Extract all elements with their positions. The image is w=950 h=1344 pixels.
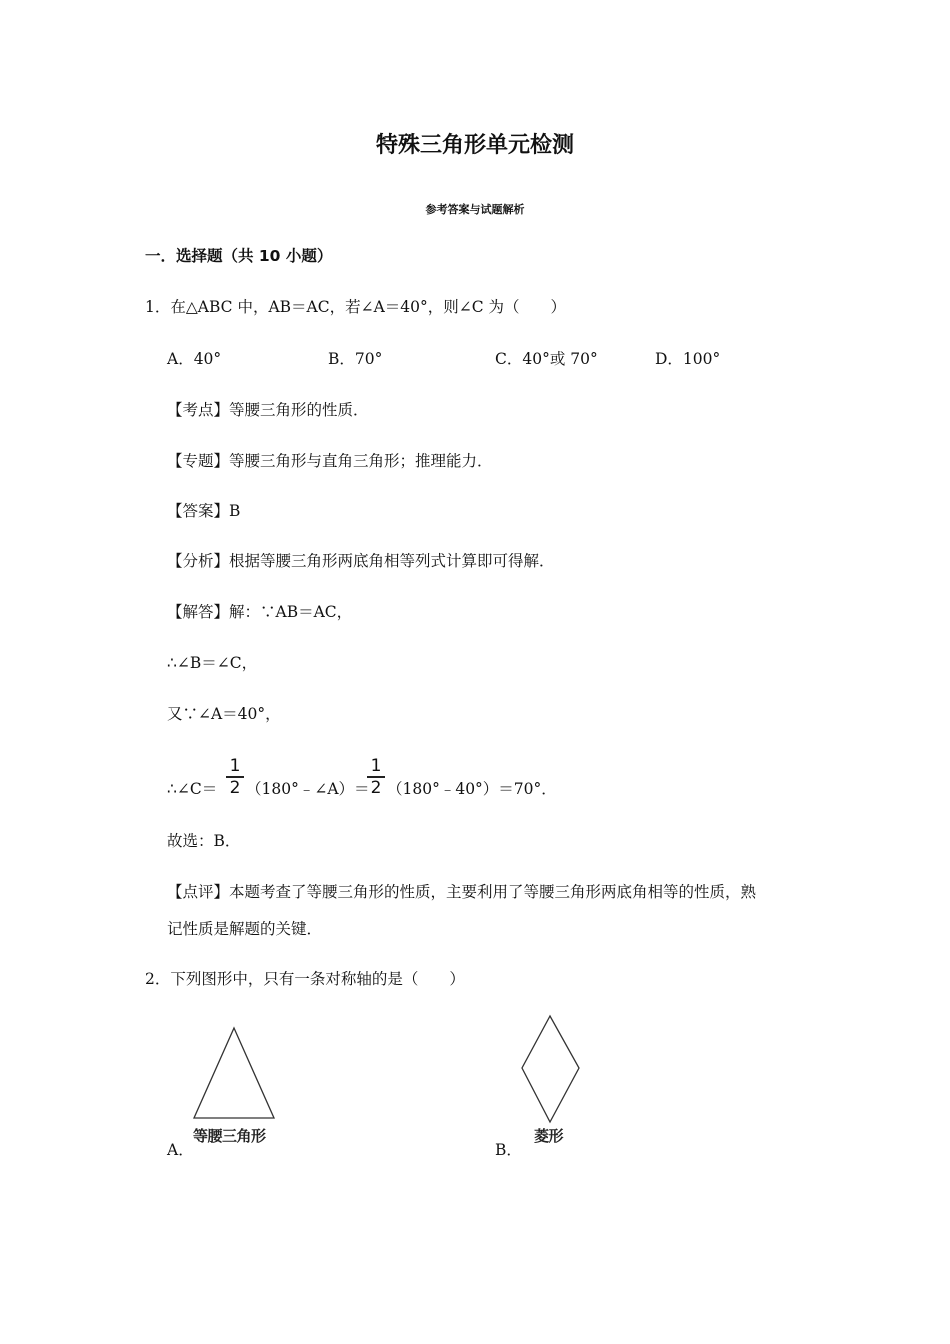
q1-kaodian: 【考点】等腰三角形的性质． xyxy=(167,401,369,419)
q1-zhuanti: 【专题】等腰三角形与直角三角形；推理能力． xyxy=(167,452,493,470)
fraction-half-2 xyxy=(367,757,385,797)
rhombus-figure xyxy=(518,1012,584,1128)
q1-option-d: D．100° xyxy=(655,350,721,368)
q1-step-3b: （180°﹣∠A）＝ xyxy=(246,780,370,798)
q1-answer: 【答案】B xyxy=(167,502,241,520)
question-1-stem: 1．在△ABC 中，AB＝AC，若∠A＝40°，则∠C 为（ ） xyxy=(145,298,567,316)
q1-option-b: B．70° xyxy=(328,350,383,368)
q1-solution: 【解答】解：∵AB＝AC， xyxy=(167,603,353,621)
q1-comment-line-2: 记性质是解题的关键． xyxy=(167,920,323,938)
q1-comment-line-1: 【点评】本题考查了等腰三角形的性质，主要利用了等腰三角形两底角相等的性质，熟 xyxy=(167,883,757,901)
page-subtitle: 参考答案与试题解析 xyxy=(425,203,525,216)
figure-b-caption: 菱形 xyxy=(534,1127,564,1145)
q1-step-2: 又∵∠A＝40°， xyxy=(167,705,281,723)
section-heading: 一．选择题（共 10 小题） xyxy=(145,247,333,265)
figure-a-caption: 等腰三角形 xyxy=(193,1127,266,1145)
q1-option-c: C．40°或 70° xyxy=(495,350,598,368)
fraction-denominator: 2 xyxy=(229,777,241,798)
q1-step-3a: ∴∠C＝ xyxy=(167,780,218,798)
isosceles-triangle-figure xyxy=(190,1024,280,1122)
page-title: 特殊三角形单元检测 xyxy=(375,133,574,158)
fraction-denominator: 2 xyxy=(370,777,382,798)
question-2-stem: 2．下列图形中，只有一条对称轴的是（ ） xyxy=(145,970,465,988)
q2-option-b-label: B． xyxy=(495,1141,522,1159)
q1-option-a: A．40° xyxy=(167,350,222,368)
fraction-half-1 xyxy=(226,757,244,797)
q2-option-a-label: A． xyxy=(167,1141,194,1159)
q1-analysis: 【分析】根据等腰三角形两底角相等列式计算即可得解． xyxy=(167,552,555,570)
q1-choice: 故选：B． xyxy=(167,832,241,850)
fraction-numerator: 1 xyxy=(229,756,241,776)
q1-step-3c: （180°﹣40°）＝70°． xyxy=(387,780,557,798)
q1-step-1: ∴∠B＝∠C， xyxy=(167,654,258,672)
fraction-numerator: 1 xyxy=(370,756,382,776)
